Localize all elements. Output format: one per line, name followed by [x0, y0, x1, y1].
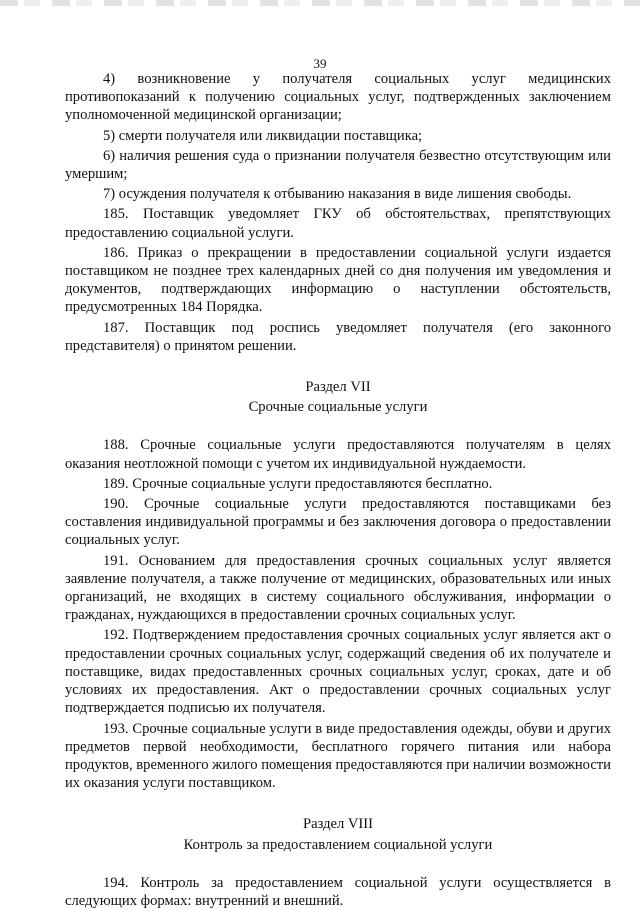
paragraph: 185. Поставщик уведомляет ГКУ об обстоятельствах, препятствующих предоставлению социальной услуги. — [65, 206, 611, 241]
paragraph: 186. Приказ о прекращении в предоставлении социальной услуги издается поставщиком не позднее трех календарных дней со дня получения им уведомления и документов, подтверждающих информацию о наступлении обстоятельств, предусмотренных 184 Порядка. — [65, 244, 611, 316]
paragraph: 187. Поставщик под роспись уведомляет получателя (его законного представителя) о принятом решении. — [65, 319, 611, 354]
paragraph: 4) возникновение у получателя социальных услуг медицинских противопоказаний к получению социальных услуг, подтвержденных заключением уполномоченной медицинской организации; — [65, 71, 611, 124]
section-7-heading — [65, 378, 611, 416]
paragraphs-before-section-7 — [65, 70, 611, 355]
paragraph: 190. Срочные социальные услуги предоставляются поставщиками без составления индивидуальной программы и без заключения договора о предоставлении социальных услуг. — [65, 496, 611, 549]
page-number: 39 — [313, 56, 327, 71]
paragraph: 192. Подтверждением предоставления срочных социальных услуг является акт о предоставлении срочных социальных услуг, содержащий сведения об их получателе и поставщике, видах предоставленных срочных социальных услуг, сроках, дате и об условиях их предоставления. Акт о предоставлении срочных социальных услуг подтверждается подписью их получателя. — [65, 627, 611, 717]
section-7-title: Срочные социальные услуги — [248, 399, 428, 416]
document-body — [65, 70, 611, 910]
scan-artifact — [0, 0, 640, 6]
paragraph: 194. Контроль за предоставлением социальной услуги осуществляется в следующих формах: внутренний и внешний. — [65, 874, 611, 909]
paragraph: 188. Срочные социальные услуги предоставляются получателям в целях оказания неотложной помощи с учетом их индивидуальной нуждаемости. — [65, 437, 611, 472]
paragraph: 189. Срочные социальные услуги предоставляются бесплатно. — [103, 475, 493, 492]
section-7-label: Раздел VII — [305, 379, 371, 396]
paragraph: 193. Срочные социальные услуги в виде предоставления одежды, обуви и других предметов первой необходимости, бесплатного горячего питания или набора продуктов, временного жилого помещения предоставляются при наличии возможности их оказания услуги поставщиком. — [65, 720, 611, 792]
section-8-title: Контроль за предоставлением социальной услуги — [183, 836, 493, 853]
paragraph: 7) осуждения получателя к отбыванию наказания в виде лишения свободы. — [103, 186, 572, 203]
section-8-heading — [65, 815, 611, 853]
paragraph: 191. Основанием для предоставления срочных социальных услуг является заявление получателя, а также получение от медицинских, образовательных или иных организаций, не входящих в систему социального обслуживания, информации о гражданах, нуждающихся в предоставлении срочных социальных услуг. — [65, 552, 611, 624]
paragraph: 6) наличия решения суда о признании получателя безвестно отсутствующим или умершим; — [65, 147, 611, 183]
section-7-paragraphs — [65, 436, 611, 792]
paragraph: 5) смерти получателя или ликвидации поставщика; — [103, 127, 423, 144]
section-8-label: Раздел VIII — [302, 816, 374, 833]
